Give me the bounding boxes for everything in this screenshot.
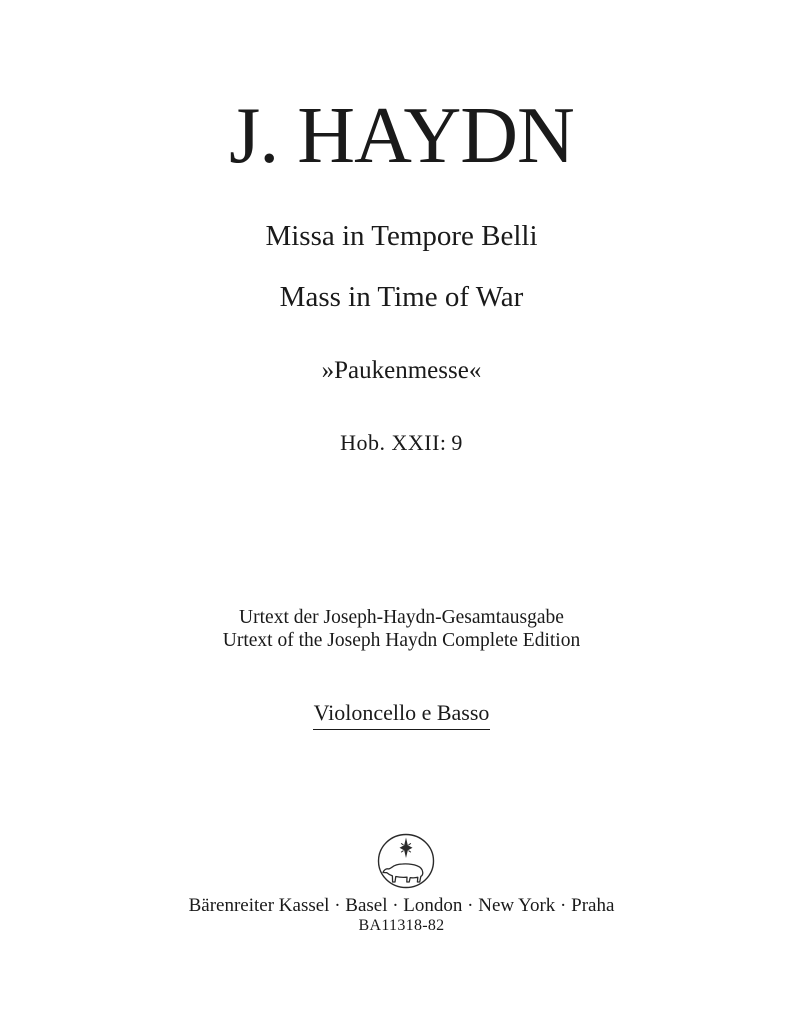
work-title-latin: Missa in Tempore Belli — [265, 220, 538, 252]
compass-star-icon — [400, 838, 413, 859]
part-name-label: Violoncello e Basso — [313, 699, 491, 730]
urtext-line-english: Urtext of the Joseph Haydn Complete Edition — [222, 630, 581, 651]
work-nickname: »Paukenmesse« — [321, 357, 482, 384]
bear-icon — [383, 864, 423, 882]
work-title-english: Mass in Time of War — [279, 281, 524, 313]
catalog-number: Hob. XXII: 9 — [340, 430, 463, 455]
barenreiter-bear-circle-logo — [376, 831, 436, 891]
publisher-imprint: Bärenreiter Kassel · Basel · London · New York · Praha — [188, 895, 615, 916]
part-name — [0, 699, 803, 730]
urtext-line-german: Urtext der Joseph-Haydn-Gesamtausgabe — [239, 607, 564, 628]
publisher-logo-svg — [376, 831, 436, 891]
plate-number: BA11318-82 — [358, 917, 445, 934]
composer-name: J. HAYDN — [229, 92, 574, 180]
urtext-statement — [0, 606, 803, 652]
